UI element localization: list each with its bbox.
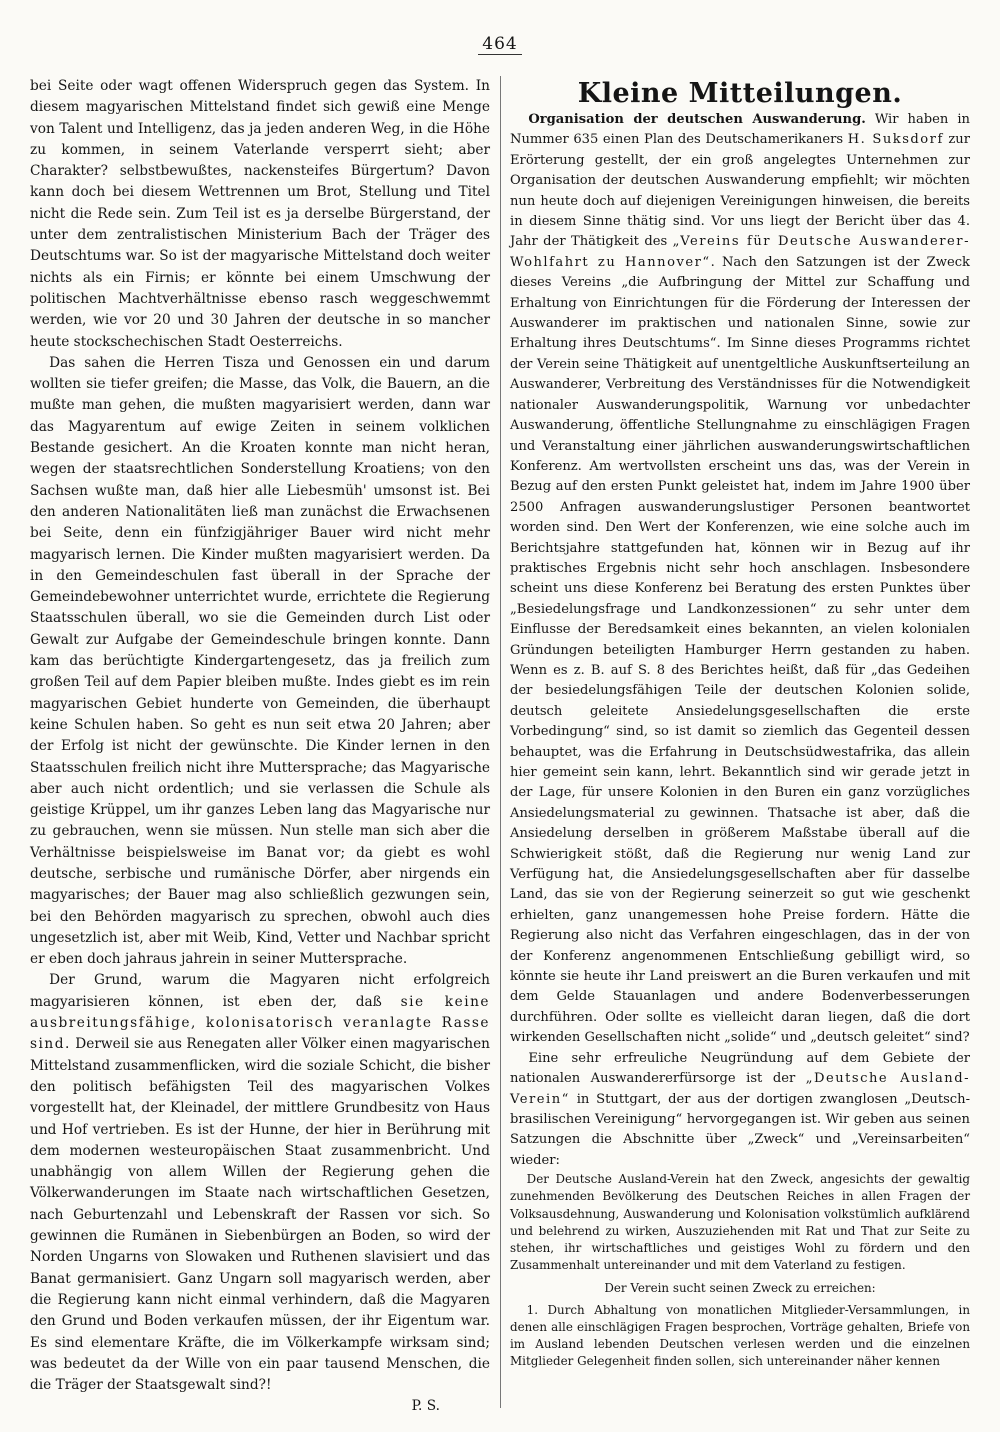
paragraph-text: . Nach den Satzungen ist der Zweck dieses Vereins „die Aufbringung der Mittel zur Schaffung und Erhaltung von Einrichtungen für die Förderung der Interessen der Auswanderer im praktischen und nationalen Sinne, sowie zur Erhaltung ihres Deutschtums“. Im Sinne dieses Programms richtet der Verein seine Thätigkeit auf unentgeltliche Auskunftserteilung an Auswanderer, Verbreitung des Verständnisses für die Notwendigkeit nationaler Auswanderungspolitik, Warnung vor unbedachter Auswanderung, öffentliche Stellungnahme zu einschlägigen Fragen und Veranstaltung einer jährlichen auswanderungswirtschaftlichen Konferenz. Am wertvollsten erscheint uns das, was der Verein in Bezug auf den ersten Punkt geleistet hat, indem im Jahre 1900 über 2500 Anfragen auswanderungslustiger Personen beantwortet worden sind. Den Wert der Konferenzen, wie eine solche auch im Berichtsjahre stattgefunden hat, können wir in Bezug auf ihr praktisches Ergebnis nicht sehr hoch anschlagen. Insbesondere scheint uns diese Konferenz bei Beratung des ersten Punktes über „Besiedelungsfrage und Landkonzessionen“ zu sehr unter dem Einflusse der Beredsamkeit eines bekannten, an vielen kolonialen Gründungen beteiligten Hamburger Herrn gestanden zu haben. Wenn es z. B. auf S. 8 des Berichtes heißt, daß für „das Gedeihen der besiedelungsfähigen Teile der deutschen Kolonien solide, deutsch geleitete Ansiedelungsgesellschaften die erste Vorbedingung“ sind, so ist damit so ziemlich das Gegenteil dessen behauptet, was die Erfahrung in Deutschsüdwestafrika, das allein hier gemeint sein kann, lehrt. Bekanntlich sind wir gerade jetzt in der Lage, für unsere Kolonien in den Buren ein ganz vorzügliches Ansiedelungsmaterial zu gewinnen. Thatsache ist aber, daß die Ansiedelung derselben in größerem Maßstabe überall auf die Schwierigkeit stößt, daß die Regierung nur wenig Land zur Verfügung hat, die Ansiedelungsgesellschaften aber für dasselbe Land, das sie von der Regierung seinerzeit so gut wie geschenkt erhielten, ganz unangemessen hohe Preise fordern. Hätte die Regierung also nicht das Verfahren eingeschlagen, das in der von der Konferenz angenommenen Entschließung gebilligt wird, so könnte sie heute ihr Land preiswert an die Buren verkaufen und mit dem Gelde Stauanlagen und andere Bodenverbesserungen durchführen. Oder sollte es vielleicht daran liegen, daß die dort wirkenden Gesellschaften nicht „solide“ und „deutsch geleitet“ sind? [510,254,970,1046]
statute-excerpt [510,1171,970,1370]
paragraph-text: Der Grund, warum die Magyaren nicht erfolgreich magyarisieren können, ist eben der, daß [30,972,490,1010]
paragraph-text: Wir haben in Nummer 635 einen Plan des Deutschamerikaners [510,112,970,148]
statute-list [510,1302,970,1371]
right-column [510,76,970,1370]
person-name: H. Suksdorf [847,132,944,148]
statute-item: 1. Durch Abhaltung von monatlichen Mitglieder-Versammlungen, in denen alle einschlägigen Fragen besprochen, Vorträge gehalten, Briefe von im Ausland lebenden Deutschen verlesen werden und die einzelnen Mitglieder Gelegenheit finden sollen, sich untereinander näher kennen [510,1302,970,1369]
paragraph-text: zur Erörterung gestellt, der ein groß angelegtes Unternehmen zur Organisation der deutschen Auswanderung empfiehlt; wir möchten nun heute doch auf diejenigen Vereinigungen hinweisen, die bereits in diesem Sinne thätig sind. Vor uns liegt der Bericht über das 4. Jahr der Thätigkeit des [510,132,970,250]
association-name: „Vereins für Deutsche Auswanderer-Wohlfahrt zu Hannover“ [510,234,970,270]
left-column [30,76,490,1418]
paragraph [510,110,970,1049]
paragraph: bei Seite oder wagt offenen Widerspruch gegen das System. In diesem magyarischen Mittelstand findet sich gewiß eine Menge von Talent und Intelligenz, das ja jeden anderen Weg, in die Höhe zu kommen, in seinem Vaterlande versperrt sieht; aber Charakter? selbstbewußtes, nackensteifes Bürgertum? Davon kann doch bei diesem Wettrennen um Brot, Stellung und Titel nicht die Rede sein. Zum Teil ist es ja derselbe Bürgerstand, der unter dem zentralistischen Ministerium Bach der Träger des Deutschtums war. So ist der magyarische Mittelstand doch weiter nichts als ein Firnis; er könnte bei einem Umschwung der politischen Machtverhältnisse ebenso rasch weggeschwemmt werden, wie vor 20 und 30 Jahren der deutsche in so mancher heute stockschechischen Stadt Oesterreichs. [30,78,490,350]
page-number: 464 [0,34,1000,54]
author-signature: P. S. [411,1398,440,1415]
paragraph [510,1049,970,1171]
statute-heading: Der Verein sucht seinen Zweck zu erreichen: [604,1281,876,1296]
association-name: „Deutsche Ausland-Verein“ [510,1071,970,1107]
paragraph-text: Eine sehr erfreuliche Neugründung auf dem Gebiete der nationalen Auswandererfürsorge ist der [510,1050,970,1087]
section-title: Kleine Mitteilungen. [577,78,903,109]
statute-intro: Der Deutsche Ausland-Verein hat den Zweck, angesichts der gewaltig zunehmenden Bevölkerung des Deutschen Reiches in allen Fragen der Volksausdehnung, Auswanderung und Kolonisation volkstümlich aufklärend und belehrend zu wirken, Auszuziehenden mit Rat und That zur Seite zu stehen, ihr wirtschaftliches und geistiges Wohl zu fördern und den Zusammenhalt untereinander und mit dem Vaterland zu festigen. [510,1172,970,1273]
emphasized-text: sie keine ausbreitungsfähige, kolonisatorisch veranlagte Rasse sind. [30,993,490,1053]
article-title: Organisation der deutschen Auswanderung. [528,112,866,127]
paragraph-text: in Stuttgart, der aus der dortigen zwanglosen „Deutsch-brasilischen Vereinigung“ hervorgegangen ist. Wir geben aus seinen Satzungen die Abschnitte über „Zweck“ und „Vereinsarbeiten“ wieder: [510,1091,970,1168]
column-divider [500,76,501,1408]
paragraph-text: Derweil sie aus Renegaten aller Völker einen magyarischen Mittelstand zusammenflicken, wird die soziale Schicht, die bisher den politisch befähigsten Teil des magyarischen Volkes vorgestellt hat, der Kleinadel, der mittlere Grundbesitz von Haus und Hof vertrieben. Es ist der Hunne, der hier in Berührung mit dem modernen westeuropäischen Staat zusammenbricht. Und unabhängig von allem Willen der Regierung gehen die Völkerwanderungen im Staate nach wirtschaftlichen Gesetzen, nach Geburtenzahl und Lebenskraft der Rassen vor sich. So gewinnen die Rumänen in Siebenbürgen an Boden, so wird der Norden Ungarns von Slowaken und Ruthenen slavisiert und das Banat germanisiert. Ganz Ungarn soll magyarisch werden, aber die Regierung kann nicht einmal verhindern, daß die Magyaren den Grund und Boden verkaufen müssen, der ihr Eigentum war. Es sind elementare Kräfte, die im Völkerkampfe wirksam sind; was bedeutet da der Wille von ein paar tausend Menschen, die die Träger der Staatsgewalt sind?! [30,1036,490,1394]
paragraph [30,970,490,1396]
paragraph: Das sahen die Herren Tisza und Genossen ein und darum wollten sie tiefer greifen; die Masse, das Volk, die Bauern, an die mußte man gehen, die mußten magyarisiert werden, dann war das Magyarentum auf ewige Zeiten in seinem volklichen Bestande gesichert. An die Kroaten konnte man nicht heran, wegen der staatsrechtlichen Sonderstellung Kroatiens; von den Sachsen wußte man, daß hier alle Liebesmüh' umsonst ist. Bei den anderen Nationalitäten ließ man zunächst die Erwachsenen bei Seite, denn ein fünfzigjähriger Bauer wird nicht mehr magyarisch lernen. Die Kinder mußten magyarisiert werden. Da in den Gemeindeschulen fast überall in der Sprache der Gemeindebewohner unterrichtet wurde, errichtete die Regierung Staatsschulen überall, wo sie die Gemeinden durch List oder Gewalt zur Aufgabe der Gemeindeschule bringen konnte. Dann kam das berüchtigte Kindergartengesetz, das ja freilich zum großen Teil auf dem Papier bleiben mußte. Indes giebt es im rein magyarischen Gebiet hunderte von Gemeinden, die überhaupt keine Schulen haben. So geht es nun seit etwa 20 Jahren; aber der Erfolg ist nicht der gewünschte. Die Kinder lernen in den Staatsschulen freilich nicht ihre Muttersprache; das Magyarische aber auch nicht ordentlich; und sie verlassen die Schule als geistige Krüppel, um ihr ganzes Leben lang das Magyarische nur zu gebrauchen, wenn sie müssen. Nun stelle man sich aber die Verhältnisse beispielsweise im Banat vor; da giebt es wohl deutsche, serbische und rumänische Dörfer, aber nirgends ein magyarisches; der Bauer mag also schließlich gezwungen sein, bei den Behörden magyarisch zu sprechen, obwohl auch dies ungesetzlich ist, aber mit Weib, Kind, Vetter und Nachbar spricht er eben doch jahraus jahrein in seiner Muttersprache. [30,354,490,968]
